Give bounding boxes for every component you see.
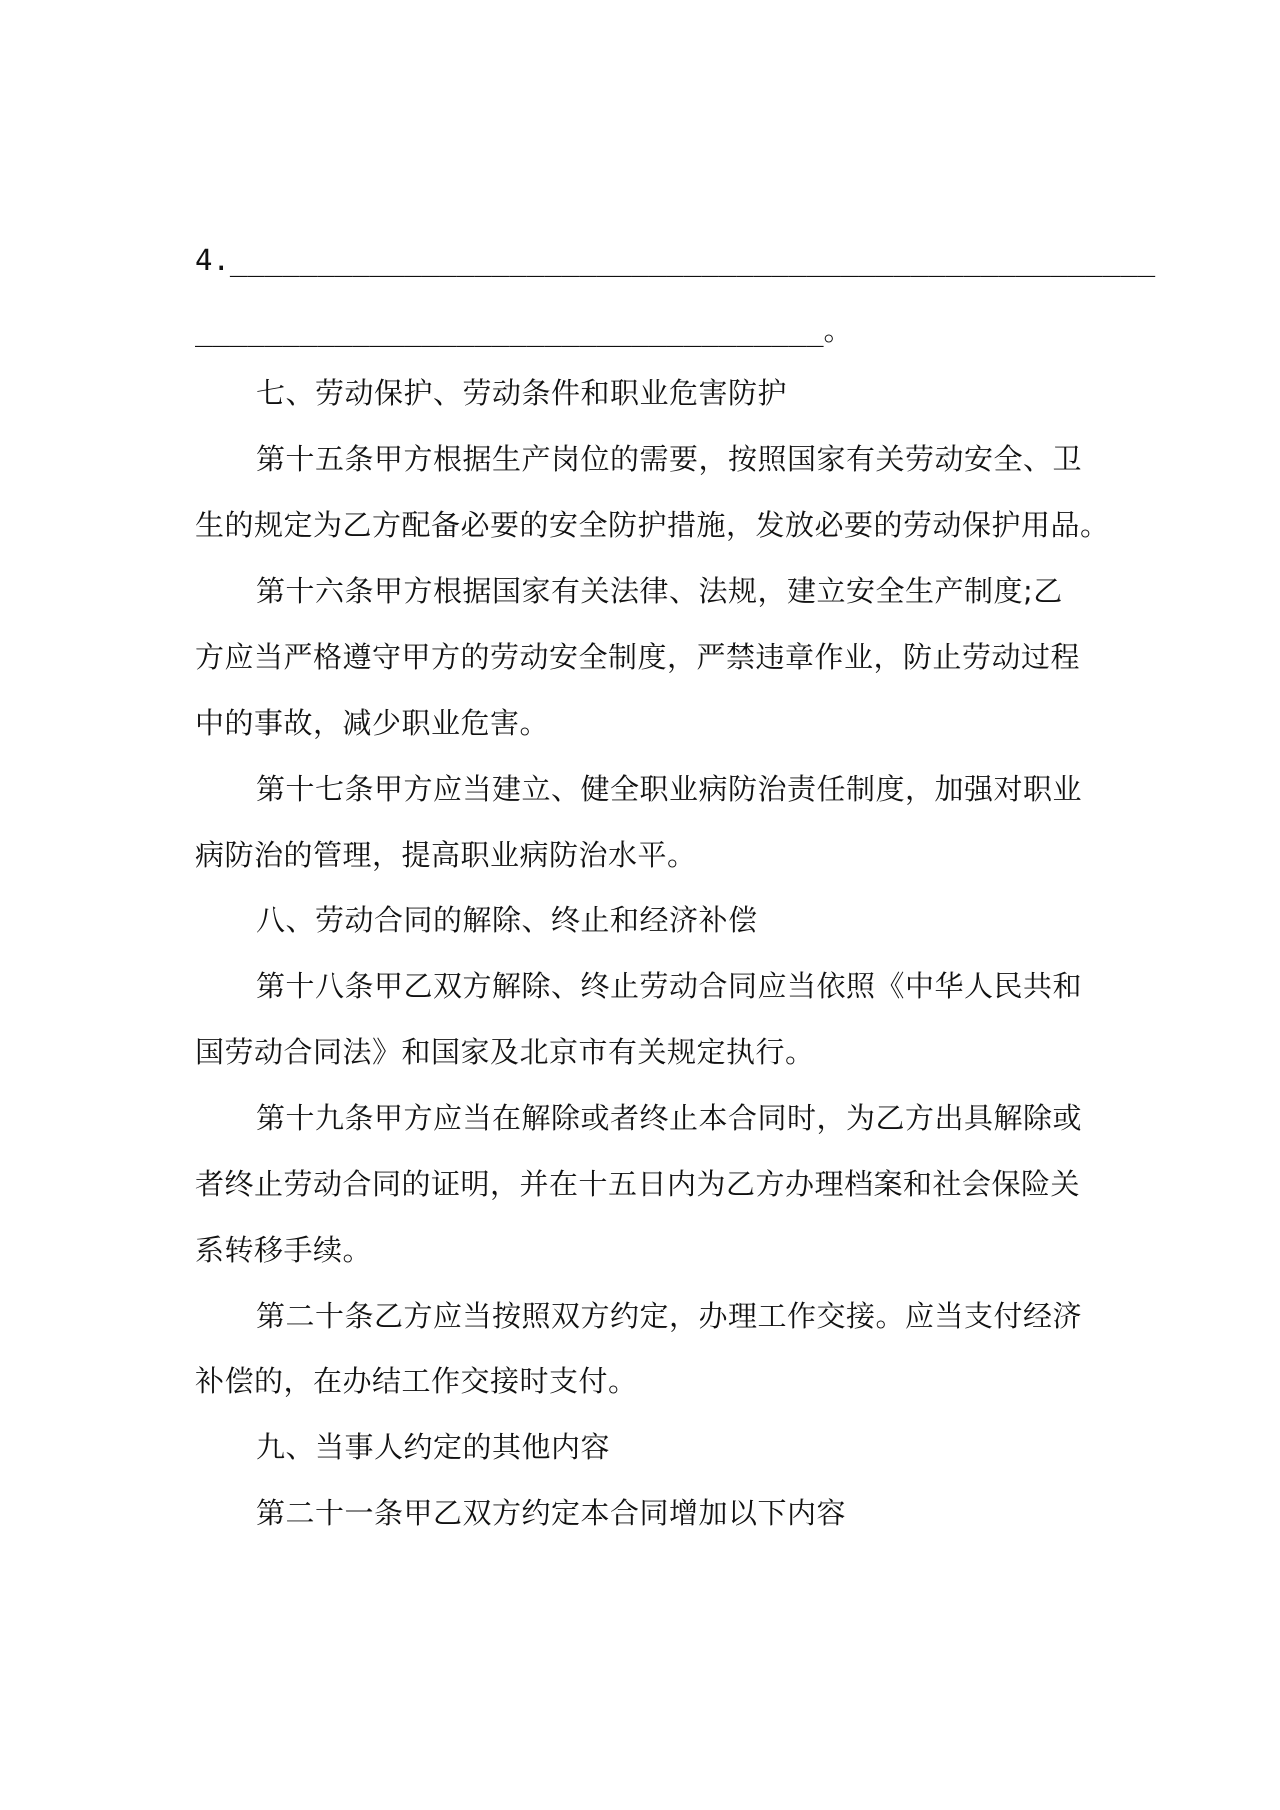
article-21-line-1: 第二十一条甲乙双方约定本合同增加以下内容 [256,1496,847,1530]
article-19-line-1: 第十九条甲方应当在解除或者终止本合同时，为乙方出具解除或 [256,1101,1083,1135]
article-20-line-1: 第二十条乙方应当按照双方约定，办理工作交接。应当支付经济 [256,1299,1083,1333]
article-17-line-1: 第十七条甲方应当建立、健全职业病防治责任制度，加强对职业 [256,772,1083,806]
article-19-line-2: 者终止劳动合同的证明，并在十五日内为乙方办理档案和社会保险关 [195,1167,1081,1201]
article-15-line-1: 第十五条甲方根据生产岗位的需要，按照国家有关劳动安全、卫 [256,442,1083,476]
article-20-line-2: 补偿的，在办结工作交接时支付。 [195,1364,638,1398]
blank-item-4-line-1: 4._____________________________________________________ [195,243,1156,277]
section-heading-7: 七、劳动保护、劳动条件和职业危害防护 [256,376,788,410]
article-18-line-2: 国劳动合同法》和国家及北京市有关规定执行。 [195,1035,815,1069]
article-19-line-3: 系转移手续。 [195,1233,373,1267]
article-15-line-2: 生的规定为乙方配备必要的安全防护措施，发放必要的劳动保护用品。 [195,508,1110,542]
section-heading-8: 八、劳动合同的解除、终止和经济补偿 [256,903,758,937]
article-16-line-3: 中的事故，减少职业危害。 [195,706,550,740]
article-17-line-2: 病防治的管理，提高职业病防治水平。 [195,838,697,872]
blank-item-4-line-2: ____________________________________。 [195,313,853,347]
article-16-line-2: 方应当严格遵守甲方的劳动安全制度，严禁违章作业，防止劳动过程 [195,640,1081,674]
article-18-line-1: 第十八条甲乙双方解除、终止劳动合同应当依照《中华人民共和 [256,969,1083,1003]
section-heading-9: 九、当事人约定的其他内容 [256,1430,611,1464]
article-16-line-1: 第十六条甲方根据国家有关法律、法规，建立安全生产制度;乙 [256,574,1063,608]
